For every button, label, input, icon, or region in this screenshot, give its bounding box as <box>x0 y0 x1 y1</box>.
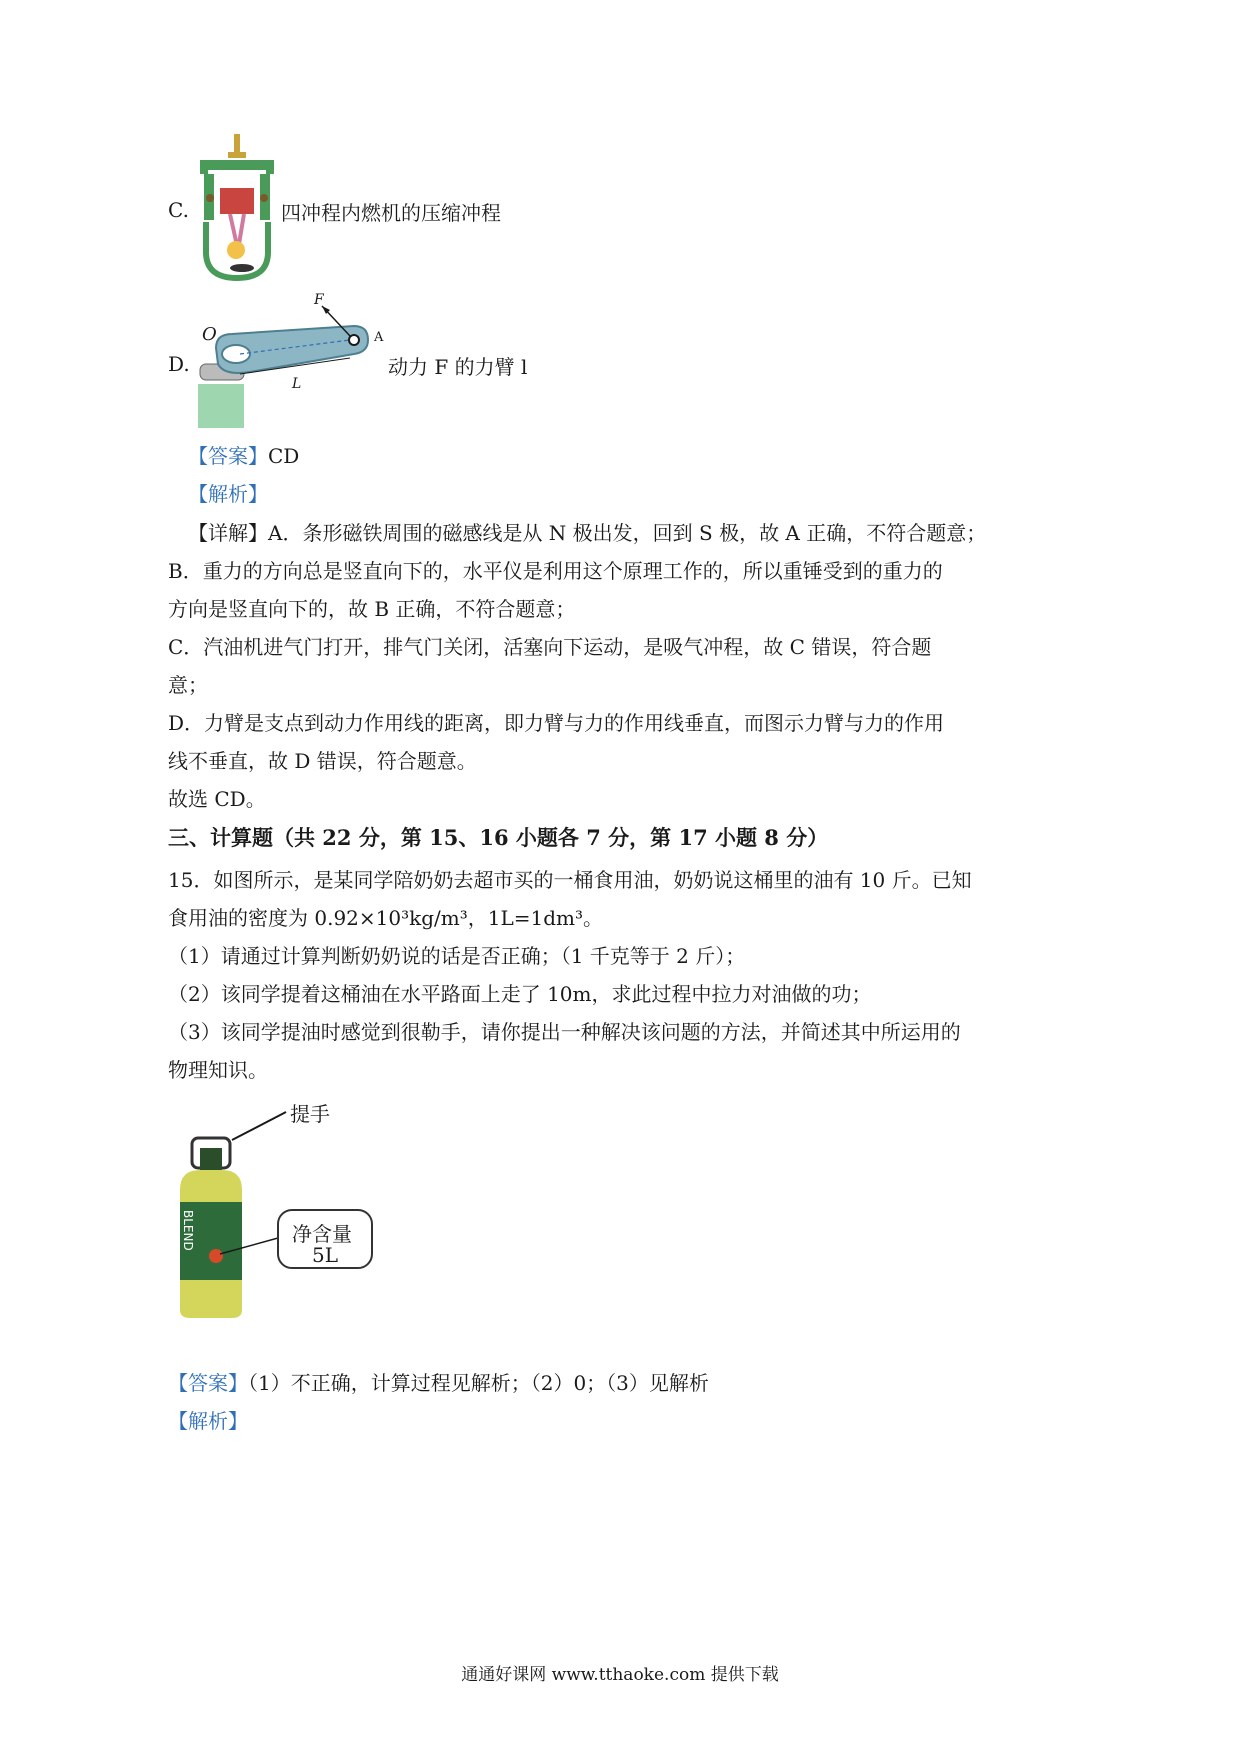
label-l: L <box>292 376 302 392</box>
answer-2 <box>168 1369 709 1397</box>
answer-tag: 【答案】 <box>188 444 268 468</box>
detail-line-7: 线不垂直，故 D 错误，符合题意。 <box>168 749 477 773</box>
detail-line-1: 【详解】A．条形磁铁周围的磁感线是从 N 极出发，回到 S 极，故 A 正确，不符合题意； <box>188 521 987 545</box>
q15-line-5: （3）该同学提油时感觉到很勒手，请你提出一种解决该问题的方法，并简述其中所运用的 <box>168 1020 961 1044</box>
q15-line-3: （1）请通过计算判断奶奶说的话是否正确；（1 千克等于 2 斤）； <box>168 944 746 968</box>
detail-line-8: 故选 CD。 <box>168 787 266 811</box>
option-c-caption: 四冲程内燃机的压缩冲程 <box>281 201 501 225</box>
detail-line-3: 方向是竖直向下的，故 B 正确，不符合题意； <box>168 597 576 621</box>
answer-2-text: （1）不正确，计算过程见解析；（2）0；（3）见解析 <box>248 1371 709 1395</box>
answer-2-tag: 【答案】 <box>168 1371 248 1395</box>
analysis-tag-2: 【解析】 <box>168 1409 248 1433</box>
answer-1 <box>188 442 299 470</box>
q15-line-2: 食用油的密度为 0.92×10³kg/m³，1L=1dm³。 <box>168 906 604 930</box>
detail-tag: 【详解】 <box>188 521 268 545</box>
detail-line-2: B．重力的方向总是竖直向下的，水平仪是利用这个原理工作的，所以重锤受到的重力的 <box>168 559 943 583</box>
fig-label-volume: 5L <box>312 1243 339 1267</box>
bottle-opener-diagram-icon <box>196 292 386 428</box>
page-footer: 通通好课网 www.tthaoke.com 提供下载 <box>461 1665 779 1685</box>
detail-line-5: 意； <box>168 673 208 697</box>
label-o: O <box>202 324 217 345</box>
label-f: F <box>314 292 324 308</box>
q15-line-1: 15．如图所示，是某同学陪奶奶去超市买的一桶食用油，奶奶说这桶里的油有 10 斤。已知 <box>168 868 972 892</box>
fig-label-handle: 提手 <box>290 1102 330 1126</box>
detail-line-6: D．力臂是支点到动力作用线的距离，即力臂与力的作用线垂直，而图示力臂与力的作用 <box>168 711 945 735</box>
option-c-letter: C. <box>168 198 189 222</box>
option-d-caption: 动力 F 的力臂 l <box>388 355 528 379</box>
answer-text: CD <box>268 444 300 468</box>
fig-label-net: 净含量 <box>292 1222 352 1246</box>
engine-diagram-icon <box>196 132 278 282</box>
analysis-tag-1: 【解析】 <box>188 482 268 506</box>
section-3-heading: 三、计算题（共 22 分，第 15、16 小题各 7 分，第 17 小题 8 分） <box>168 825 829 850</box>
label-a: A <box>374 330 384 345</box>
detail-line-4: C．汽油机进气门打开，排气门关闭，活塞向下运动，是吸气冲程，故 C 错误，符合题 <box>168 635 932 659</box>
option-d-letter: D. <box>168 352 190 376</box>
q15-line-6: 物理知识。 <box>168 1058 268 1082</box>
bottle-brand: BLEND <box>181 1210 195 1251</box>
oil-bottle-diagram-icon <box>170 1098 390 1320</box>
q15-line-4: （2）该同学提着这桶油在水平路面上走了 10m，求此过程中拉力对油做的功； <box>168 982 872 1006</box>
